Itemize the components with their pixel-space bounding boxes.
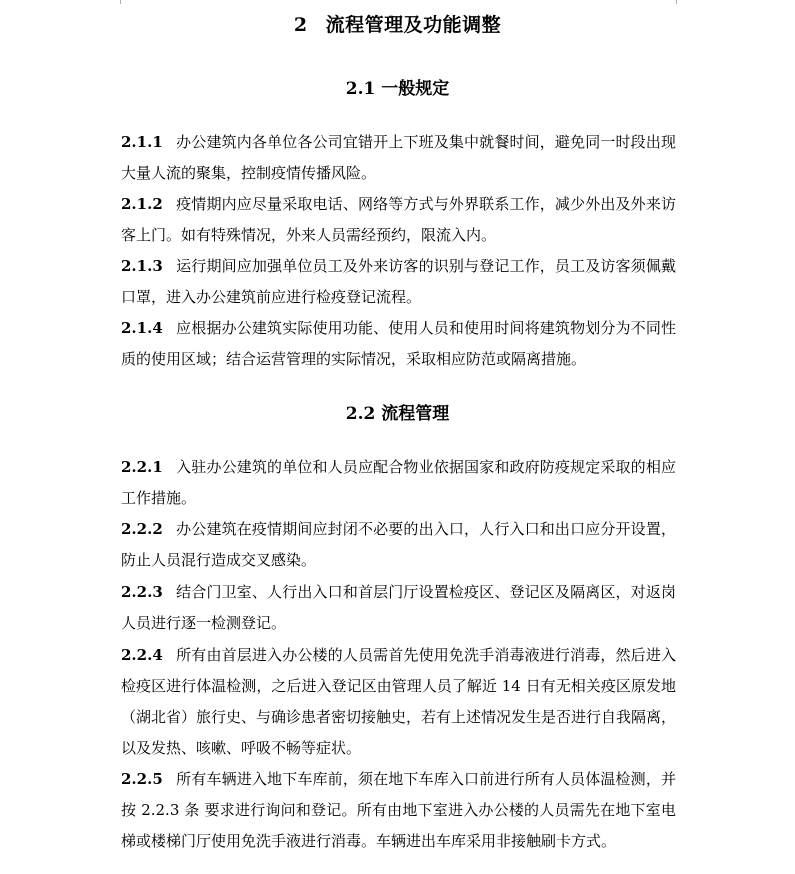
clause-2-1-4 (121, 313, 676, 375)
clause-number: 2.2.2 (121, 520, 163, 538)
crop-mark-right (676, 0, 699, 4)
clause-number: 2.2.1 (121, 458, 163, 476)
chapter-number: 2 (293, 14, 308, 36)
clause-number: 2.1.2 (121, 195, 163, 213)
section-title-2-1: 2.1 一般规定 (345, 79, 450, 99)
clause-2-2-4 (121, 640, 676, 764)
section-title-2-2: 2.2 流程管理 (345, 404, 450, 424)
clause-number: 2.2.4 (121, 646, 163, 664)
clause-number: 2.1.1 (121, 133, 163, 151)
clause-number: 2.1.3 (121, 257, 163, 275)
clause-2-2-5 (121, 764, 676, 857)
clause-2-2-1 (121, 452, 676, 514)
clause-text: 结合门卫室、人行出入口和首层门厅设置检疫区、登记区及隔离区，对返岗人员进行逐一检测登记。 (121, 583, 676, 632)
clause-text: 入驻办公建筑的单位和人员应配合物业依据国家和政府防疫规定采取的相应工作措施。 (121, 458, 676, 507)
chapter-title-text: 流程管理及功能调整 (325, 14, 502, 36)
clause-text: 所有由首层进入办公楼的人员需首先使用免洗手消毒液进行消毒，然后进入检疫区进行体温检测，之后进入登记区由管理人员了解近 14 日有无相关疫区原发地（湖北省）旅行史、与确诊患者密切接触史，若有上述情况发生是否进行自我隔离，以及发热、咳嗽、呼吸不畅等症状。 (121, 646, 677, 757)
clause-text: 疫情期内应尽量采取电话、网络等方式与外界联系工作，减少外出及外来访客上门。如有特殊情况，外来人员需经预约，限流入内。 (121, 195, 676, 244)
clause-number: 2.2.3 (121, 583, 163, 601)
clause-2-1-3 (121, 251, 676, 313)
clause-2-1-2 (121, 189, 676, 251)
crop-mark-left (98, 0, 121, 4)
clause-2-2-2 (121, 514, 676, 576)
clause-number: 2.1.4 (121, 319, 163, 337)
clause-2-2-3 (121, 577, 676, 639)
clause-text: 应根据办公建筑实际使用功能、使用人员和使用时间将建筑物划分为不同性质的使用区域；结合运营管理的实际情况，采取相应防范或隔离措施。 (121, 319, 676, 368)
clause-text: 办公建筑在疫情期间应封闭不必要的出入口，人行入口和出口应分开设置，防止人员混行造成交叉感染。 (121, 520, 676, 569)
clause-text: 办公建筑内各单位各公司宜错开上下班及集中就餐时间，避免同一时段出现大量人流的聚集，控制疫情传播风险。 (121, 133, 676, 182)
clause-text: 运行期间应加强单位员工及外来访客的识别与登记工作，员工及访客须佩戴口罩，进入办公建筑前应进行检疫登记流程。 (121, 257, 676, 306)
chapter-title (0, 12, 795, 38)
clause-2-1-1 (121, 127, 676, 189)
clause-number: 2.2.5 (121, 770, 163, 788)
clause-text: 所有车辆进入地下车库前，须在地下车库入口前进行所有人员体温检测，并按 2.2.3 条 要求进行询问和登记。所有由地下室进入办公楼的人员需先在地下室电梯或楼梯门厅使用免洗手液进行消毒。车辆进出车库采用非接触刷卡方式。 (121, 770, 676, 850)
